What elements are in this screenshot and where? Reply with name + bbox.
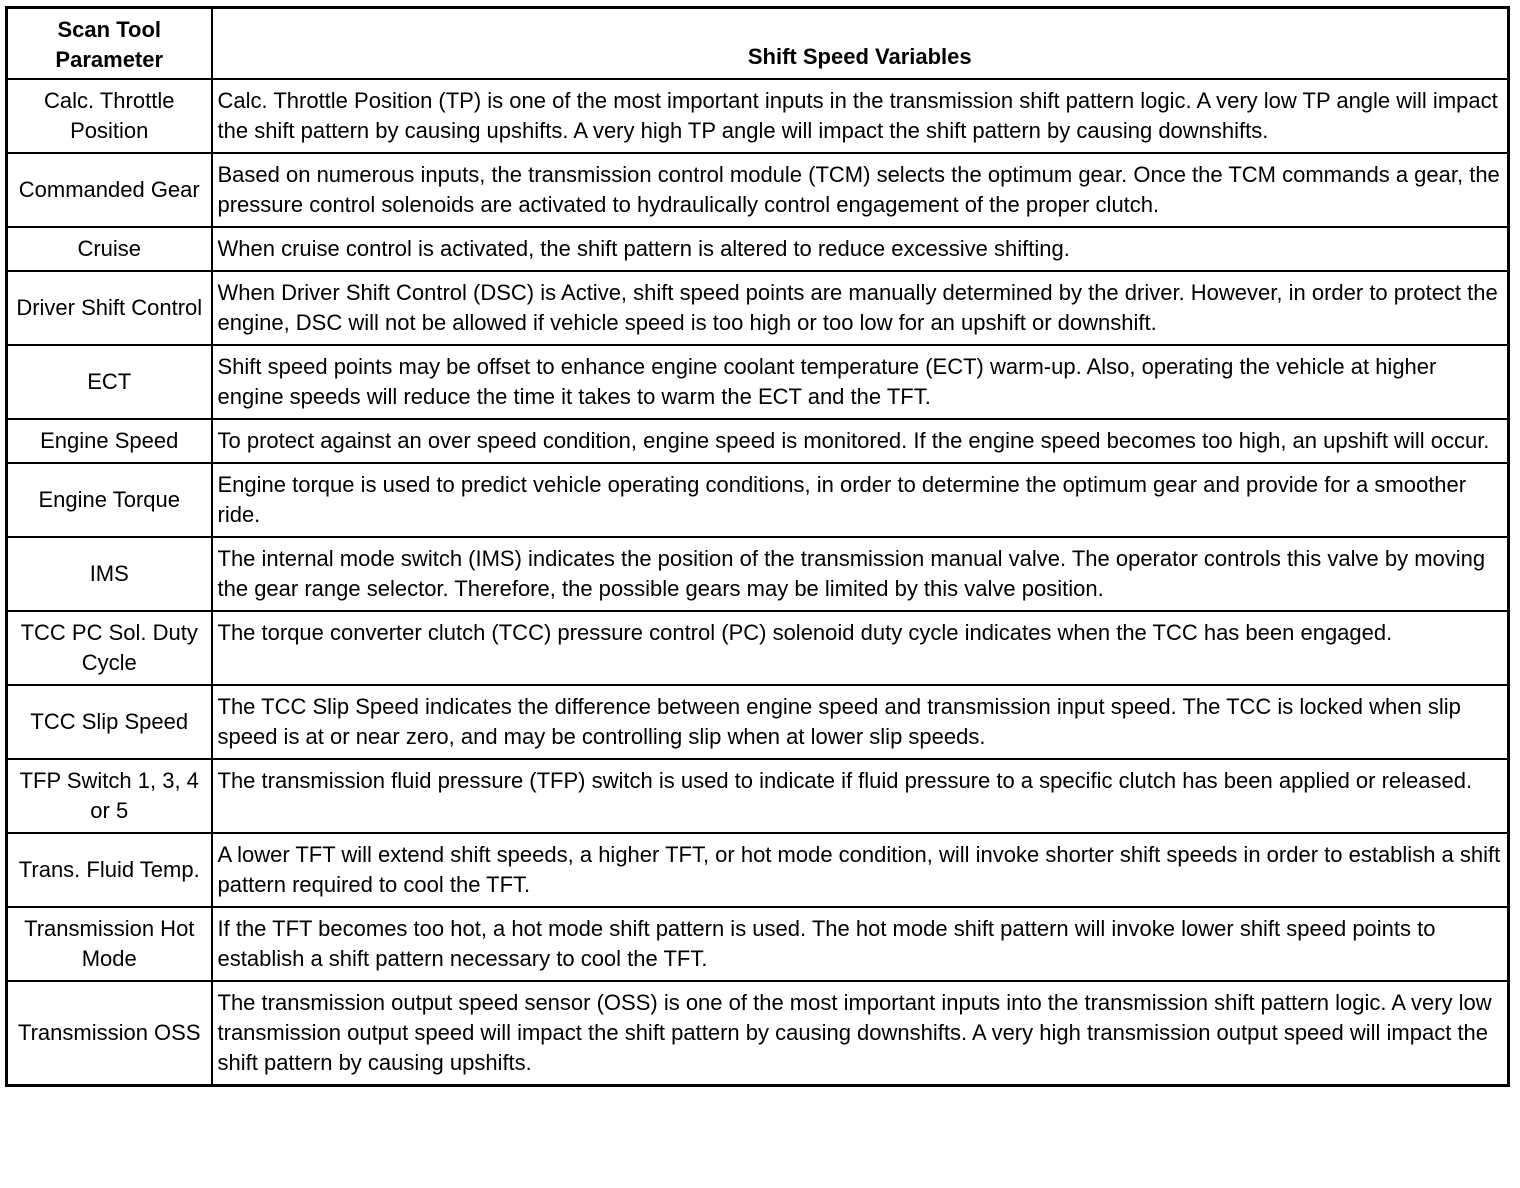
table-row (7, 907, 1509, 981)
parameter-cell: Trans. Fluid Temp. (7, 833, 212, 907)
parameter-cell: Engine Speed (7, 419, 212, 463)
parameter-cell: Commanded Gear (7, 153, 212, 227)
description-cell: Based on numerous inputs, the transmission control module (TCM) selects the optimum gear. Once the TCM commands a gear, the pressure control solenoids are activated to hydraulically control engagement of the proper clutch. (212, 153, 1509, 227)
description-cell: The internal mode switch (IMS) indicates the position of the transmission manual valve. The operator controls this valve by moving the gear range selector. Therefore, the possible gears may be limited by this valve position. (212, 537, 1509, 611)
description-cell: The TCC Slip Speed indicates the difference between engine speed and transmission input speed. The TCC is locked when slip speed is at or near zero, and may be controlling slip when at lower slip speeds. (212, 685, 1509, 759)
parameter-cell: Engine Torque (7, 463, 212, 537)
description-cell: A lower TFT will extend shift speeds, a higher TFT, or hot mode condition, will invoke shorter shift speeds in order to establish a shift pattern required to cool the TFT. (212, 833, 1509, 907)
description-cell: The torque converter clutch (TCC) pressure control (PC) solenoid duty cycle indicates when the TCC has been engaged. (212, 611, 1509, 685)
header-row (7, 8, 1509, 80)
table-row (7, 227, 1509, 271)
parameter-cell: IMS (7, 537, 212, 611)
description-cell: The transmission output speed sensor (OSS) is one of the most important inputs into the transmission shift pattern logic. A very low transmission output speed will impact the shift pattern by causing downshifts. A very high transmission output speed will impact the shift pattern by causing upshifts. (212, 981, 1509, 1086)
parameter-cell: TCC PC Sol. Duty Cycle (7, 611, 212, 685)
shift-speed-variables-table (5, 6, 1510, 1087)
parameter-cell: Calc. Throttle Position (7, 79, 212, 153)
table-row (7, 463, 1509, 537)
parameter-cell: Transmission OSS (7, 981, 212, 1086)
table-row (7, 153, 1509, 227)
description-cell: Calc. Throttle Position (TP) is one of the most important inputs in the transmission shift pattern logic. A very low TP angle will impact the shift pattern by causing upshifts. A very high TP angle will impact the shift pattern by causing downshifts. (212, 79, 1509, 153)
table-row (7, 271, 1509, 345)
parameter-cell: Transmission Hot Mode (7, 907, 212, 981)
table-row (7, 685, 1509, 759)
table-row (7, 759, 1509, 833)
table-row (7, 79, 1509, 153)
description-cell: The transmission fluid pressure (TFP) switch is used to indicate if fluid pressure to a specific clutch has been applied or released. (212, 759, 1509, 833)
table-row (7, 537, 1509, 611)
table-row (7, 981, 1509, 1086)
parameter-cell: Driver Shift Control (7, 271, 212, 345)
parameter-cell: Cruise (7, 227, 212, 271)
description-cell: Shift speed points may be offset to enhance engine coolant temperature (ECT) warm-up. Also, operating the vehicle at higher engine speeds will reduce the time it takes to warm the ECT and the TFT. (212, 345, 1509, 419)
document-page (5, 6, 1507, 1087)
description-cell: To protect against an over speed condition, engine speed is monitored. If the engine speed becomes too high, an upshift will occur. (212, 419, 1509, 463)
table-row (7, 611, 1509, 685)
description-cell: When cruise control is activated, the shift pattern is altered to reduce excessive shifting. (212, 227, 1509, 271)
table-row (7, 345, 1509, 419)
description-cell: When Driver Shift Control (DSC) is Active, shift speed points are manually determined by the driver. However, in order to protect the engine, DSC will not be allowed if vehicle speed is too high or too low for an upshift or downshift. (212, 271, 1509, 345)
table-header (7, 8, 1509, 80)
table-row (7, 419, 1509, 463)
table-body (7, 79, 1509, 1086)
parameter-cell: TCC Slip Speed (7, 685, 212, 759)
table-row (7, 833, 1509, 907)
description-cell: If the TFT becomes too hot, a hot mode shift pattern is used. The hot mode shift pattern will invoke lower shift speed points to establish a shift pattern necessary to cool the TFT. (212, 907, 1509, 981)
column-header-variables: Shift Speed Variables (212, 8, 1509, 80)
parameter-cell: TFP Switch 1, 3, 4 or 5 (7, 759, 212, 833)
description-cell: Engine torque is used to predict vehicle operating conditions, in order to determine the optimum gear and provide for a smoother ride. (212, 463, 1509, 537)
parameter-cell: ECT (7, 345, 212, 419)
column-header-parameter: Scan Tool Parameter (7, 8, 212, 80)
